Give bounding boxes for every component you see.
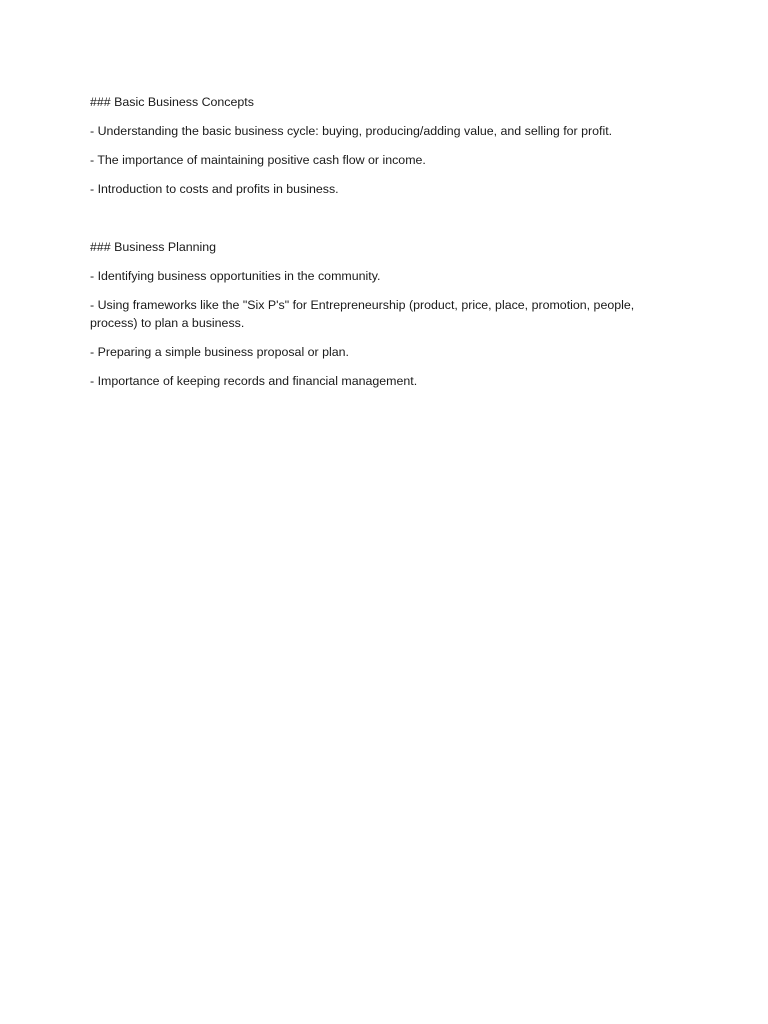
section-heading-basic-business-concepts: ### Basic Business Concepts — [90, 95, 254, 109]
section-spacer — [90, 209, 670, 238]
section-heading-business-planning: ### Business Planning — [90, 240, 217, 254]
list-item: - The importance of maintaining positive cash flow or income. — [90, 153, 426, 167]
list-item: - Preparing a simple business proposal or plan. — [90, 345, 349, 359]
list-item: - Introduction to costs and profits in business. — [90, 182, 339, 196]
list-item: - Understanding the basic business cycle: buying, producing/adding value, and selling for profit. — [90, 124, 613, 138]
document-body — [90, 93, 670, 401]
list-item: - Using frameworks like the "Six P's" for Entrepreneurship (product, price, place, promotion, people, process) to plan a business. — [90, 298, 635, 330]
list-item: - Identifying business opportunities in the community. — [90, 269, 381, 283]
list-item: - Importance of keeping records and financial management. — [90, 374, 418, 388]
